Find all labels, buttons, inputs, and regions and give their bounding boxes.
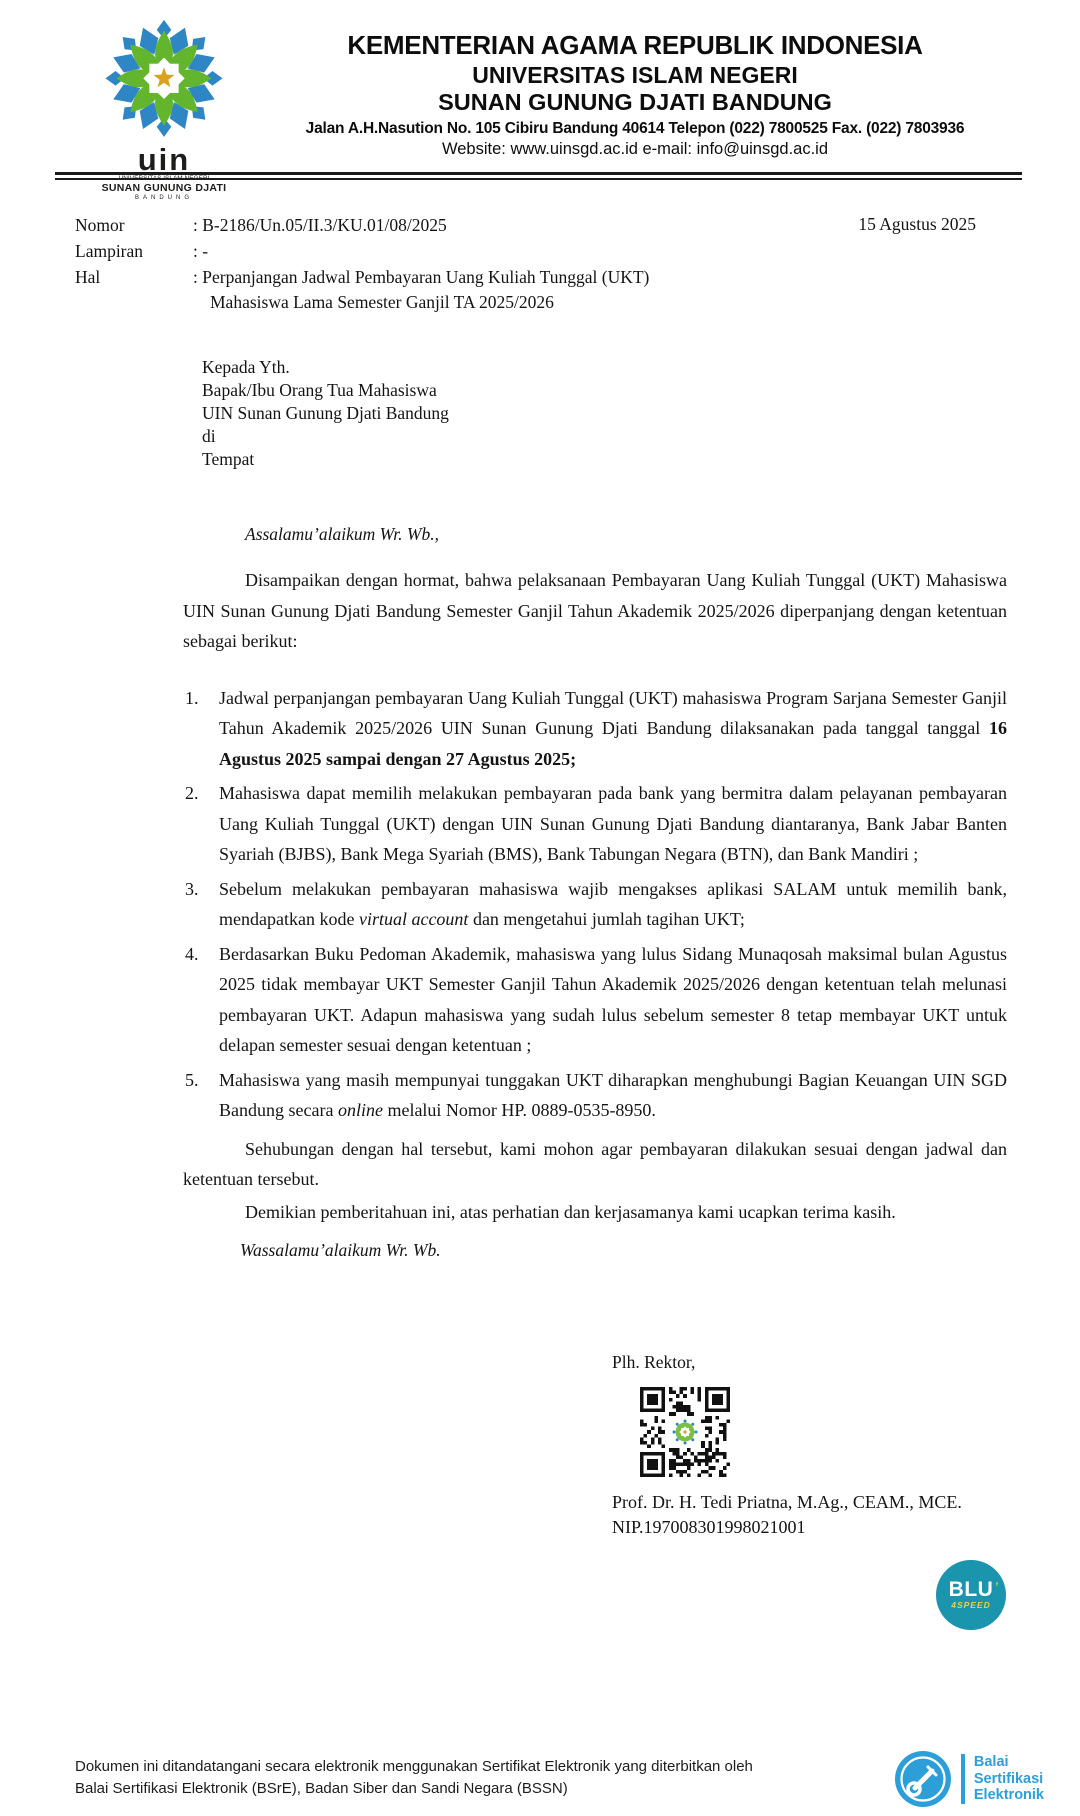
opening-paragraph: Disampaikan dengan hormat, bahwa pelaksanaan Pembayaran Uang Kuliah Tunggal (UKT) Mahasiswa UIN Sunan Gunung Djati Bandung Semester Ganjil Tahun Akademik 2025/2026 diperpanjang dengan ketentuan sebagai berikut:	[183, 570, 1007, 651]
list-item: 5. Mahasiswa yang masih mempunyai tunggakan UKT diharapkan menghubungi Bagian Keuangan UIN SGD Bandung secara online melalui Nomor HP. 0889-0535-8950.	[185, 1069, 1007, 1120]
meta-label-hal: Hal	[75, 267, 101, 287]
blu-word: BLU	[948, 1578, 994, 1601]
website-line: Website: www.uinsgd.ac.id e-mail: info@uinsgd.ac.id	[441, 140, 829, 158]
signer-title: Plh. Rektor,	[612, 1352, 696, 1372]
address-line: Jalan A.H.Nasution No. 105 Cibiru Bandung 40614 Telepon (022) 7800525 Fax. (022) 7803936	[305, 120, 965, 137]
closing-paragraph-1: Sehubungan dengan hal tersebut, kami mohon agar pembayaran dilakukan sesuai dengan jadwal dan ketentuan tersebut.	[183, 1138, 1007, 1189]
header-divider	[55, 172, 1022, 180]
footer	[0, 1748, 1080, 1816]
blu-speed-label: 4SPEED	[951, 1600, 991, 1610]
list-item: 2. Mahasiswa dapat memilih melakukan pembayaran pada bank yang bermitra dalam pelayanan pembayaran Uang Kuliah Tunggal (UKT) dengan UIN Sunan Gunung Djati Bandung diantaranya, Bank Jabar Banten Syariah (BJBS), Bank Mega Syariah (BMS), Bank Tabungan Negara (BTN), dan Bank Mandiri ;	[185, 783, 1007, 864]
ministry-title: KEMENTERIAN AGAMA REPUBLIK INDONESIA	[347, 30, 923, 60]
uin-wordmark: uin	[137, 142, 191, 177]
list-item: 3. Sebelum melakukan pembayaran mahasiswa wajib mengakses aplikasi SALAM untuk memilih bank, mendapatkan kode virtual account dan mengetahui jumlah tagihan UKT;	[185, 878, 1007, 929]
closing-salutation: Wassalamu’alaikum Wr. Wb.	[240, 1240, 441, 1260]
meta-label-nomor: Nomor	[75, 215, 125, 235]
recipient-line: Kepada Yth.	[202, 357, 290, 377]
footer-disclaimer: Dokumen ini ditandatangani secara elektronik menggunakan Sertifikat Elektronik yang diterbitkan oleh Balai Sertifikasi Elektronik (BSrE), Badan Siber dan Sandi Negara (BSSN)	[75, 1758, 753, 1797]
university-title: UNIVERSITAS ISLAM NEGERI	[472, 62, 798, 88]
recipient-block	[202, 356, 449, 471]
letterhead	[0, 0, 1080, 201]
letter-meta	[75, 212, 649, 315]
qr-code	[640, 1387, 730, 1477]
meta-value-hal-line2: Mahasiswa Lama Semester Ganjil TA 2025/2026	[210, 292, 554, 312]
bsre-emblem-icon	[894, 1750, 952, 1808]
qr-center-logo	[671, 1418, 699, 1446]
signer-name: Prof. Dr. H. Tedi Priatna, M.Ag., CEAM., MCE.	[612, 1492, 962, 1512]
recipient-line: di	[202, 426, 216, 446]
letter-date: 15 Agustus 2025	[858, 214, 976, 234]
campus-title: SUNAN GUNUNG DJATI BANDUNG	[438, 89, 832, 115]
bsre-text: Balai Sertifikasi Elektronik	[973, 1754, 1044, 1804]
recipient-line: UIN Sunan Gunung Djati Bandung	[202, 403, 449, 423]
signer-nip: NIP.197008301998021001	[612, 1517, 806, 1537]
terms-list	[183, 683, 1007, 1126]
blu-tick: ’	[994, 1581, 999, 1593]
closing-paragraph-2: Demikian pemberitahuan ini, atas perhatian dan kerjasamanya kami ucapkan terima kasih.	[245, 1201, 896, 1222]
letter-body	[75, 524, 1007, 1261]
letterhead-text	[250, 30, 1020, 160]
meta-value-hal: : Perpanjangan Jadwal Pembayaran Uang Kuliah Tunggal (UKT)	[193, 267, 650, 287]
uin-logo-line3: BANDUNG	[134, 195, 193, 201]
blu-speed-badge	[936, 1560, 1006, 1630]
opening-salutation: Assalamu’alaikum Wr. Wb.,	[245, 524, 439, 544]
bsre-logo	[894, 1750, 1044, 1808]
meta-value-lampiran: : -	[193, 241, 209, 261]
bsre-divider	[961, 1754, 965, 1804]
list-item: 4. Berdasarkan Buku Pedoman Akademik, mahasiswa yang lulus Sidang Munaqosah maksimal bulan Agustus 2025 tidak membayar UKT Semester Ganjil Tahun Akademik 2025/2026 dengan ketentuan telah melunasi pembayaran UKT. Adapun mahasiswa yang sudah lulus sebelum semester 8 tetap membayar UKT untuk delapan semester sesuai dengan ketentuan ;	[185, 943, 1007, 1055]
uin-logo-line1: UNIVERSITAS ISLAM NEGERI	[118, 175, 210, 182]
uin-logo-emblem	[95, 18, 233, 146]
list-item: 1. Jadwal perpanjangan pembayaran Uang Kuliah Tunggal (UKT) mahasiswa Program Sarjana Semester Ganjil Tahun Akademik 2025/2026 UIN Sunan Gunung Djati Bandung dilaksanakan pada tanggal tanggal 16 Agustus 2025 sampai dengan 27 Agustus 2025;	[185, 687, 1007, 769]
uin-logo-line2: SUNAN GUNUNG DJATI	[101, 182, 227, 194]
signature-block	[612, 1352, 1012, 1540]
meta-label-lampiran: Lampiran	[75, 241, 144, 261]
meta-value-nomor: : B-2186/Un.05/II.3/KU.01/08/2025	[193, 215, 447, 235]
recipient-line: Tempat	[202, 449, 255, 469]
recipient-line: Bapak/Ibu Orang Tua Mahasiswa	[202, 380, 437, 400]
